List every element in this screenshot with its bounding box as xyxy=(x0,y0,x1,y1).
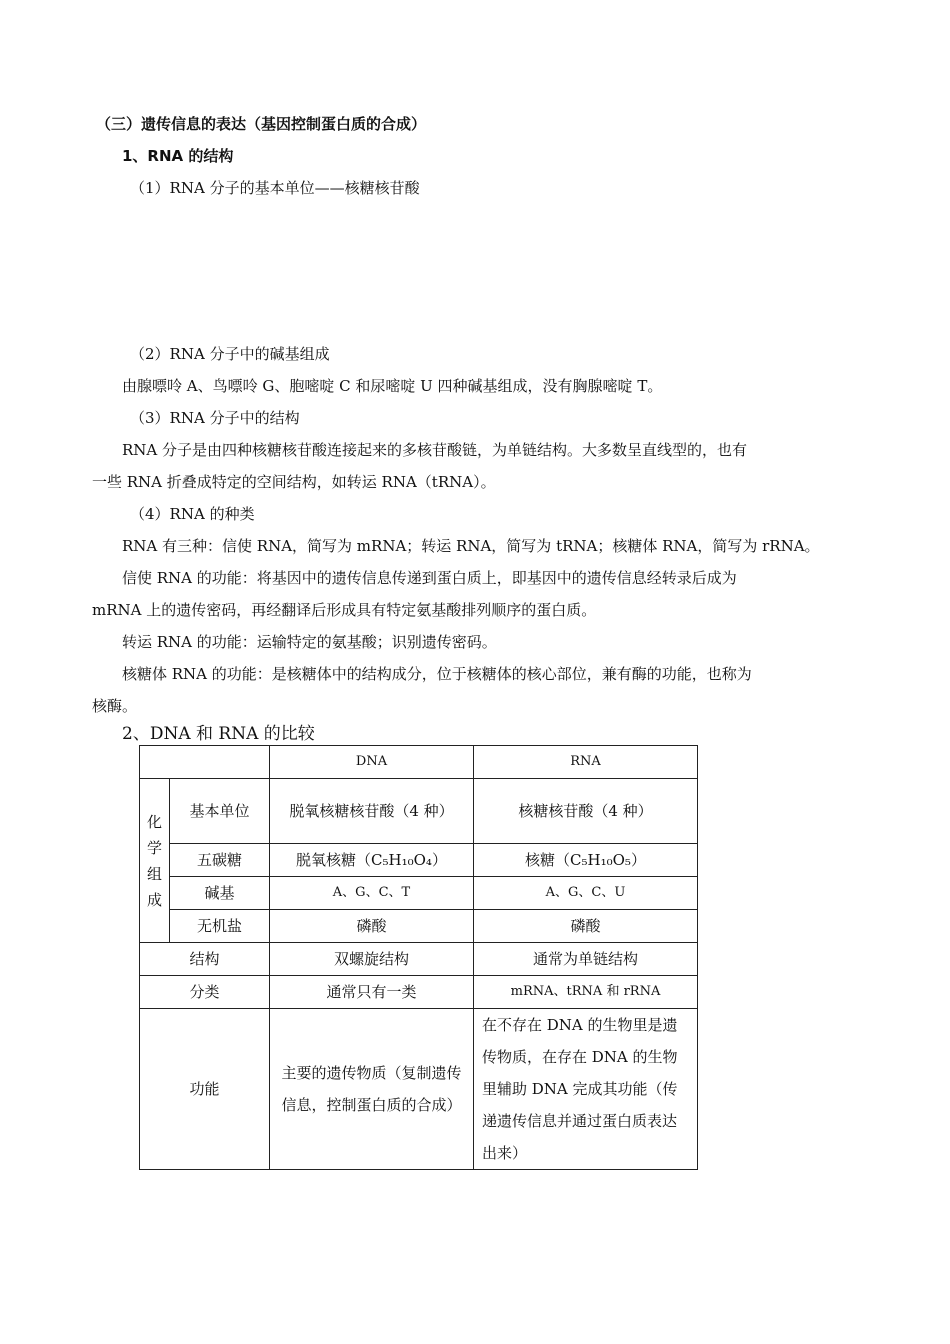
comparison-table xyxy=(139,745,698,1170)
cell-dna-inorganic-salt: 磷酸 xyxy=(270,910,474,943)
cell-dna-structure: 双螺旋结构 xyxy=(270,943,474,976)
subheading-basic-unit: （1）RNA 分子的基本单位——核糖核苷酸 xyxy=(130,179,420,197)
paragraph-structure-line2: 一些 RNA 折叠成特定的空间结构，如转运 RNA（tRNA）。 xyxy=(92,473,496,491)
table-header-row xyxy=(140,746,698,779)
row-label-basic-unit: 基本单位 xyxy=(170,779,270,844)
paragraph-trna: 转运 RNA 的功能：运输特定的氨基酸；识别遗传密码。 xyxy=(122,633,497,651)
table-row xyxy=(140,1009,698,1170)
cell-dna-function: 主要的遗传物质（复制遗传信息，控制蛋白质的合成） xyxy=(270,1009,474,1170)
paragraph-mrna-line1: 信使 RNA 的功能：将基因中的遗传信息传递到蛋白质上，即基因中的遗传信息经转录后成为 xyxy=(122,569,737,587)
header-rna: RNA xyxy=(474,746,698,779)
subheading-rna-types: （4）RNA 的种类 xyxy=(130,505,255,523)
cell-rna-inorganic-salt: 磷酸 xyxy=(474,910,698,943)
subheading-structure: （3）RNA 分子中的结构 xyxy=(130,409,300,427)
cell-rna-classification: mRNA、tRNA 和 rRNA xyxy=(474,976,698,1009)
paragraph-structure-line1: RNA 分子是由四种核糖核苷酸连接起来的多核苷酸链，为单链结构。大多数呈直线型的，也有 xyxy=(122,441,748,459)
row-label-structure: 结构 xyxy=(140,943,270,976)
heading-dna-rna-comparison: 2、DNA 和 RNA 的比较 xyxy=(122,724,315,744)
paragraph-rna-types: RNA 有三种：信使 RNA，简写为 mRNA；转运 RNA，简写为 tRNA；核糖体 RNA，简写为 rRNA。 xyxy=(122,537,820,555)
heading-rna-structure: 1、RNA 的结构 xyxy=(122,147,234,165)
row-label-function: 功能 xyxy=(140,1009,270,1170)
cell-rna-function: 在不存在 DNA 的生物里是遗传物质，在存在 DNA 的生物里辅助 DNA 完成其功能（传递遗传信息并通过蛋白质表达出来） xyxy=(474,1009,698,1170)
cell-rna-structure: 通常为单链结构 xyxy=(474,943,698,976)
table-corner-cell xyxy=(140,746,270,779)
cell-dna-basic-unit: 脱氧核糖核苷酸（4 种） xyxy=(270,779,474,844)
chemical-composition-label: 化 学 组 成 xyxy=(140,779,170,943)
cell-rna-base: A、G、C、U xyxy=(474,877,698,910)
cell-dna-classification: 通常只有一类 xyxy=(270,976,474,1009)
cell-dna-pentose: 脱氧核糖（C₅H₁₀O₄） xyxy=(270,844,474,877)
section-title: （三）遗传信息的表达（基因控制蛋白质的合成） xyxy=(96,115,427,133)
row-label-pentose: 五碳糖 xyxy=(170,844,270,877)
table-row xyxy=(140,844,698,877)
table-row xyxy=(140,779,698,844)
table-row xyxy=(140,910,698,943)
cell-dna-base: A、G、C、T xyxy=(270,877,474,910)
subheading-base-composition: （2）RNA 分子中的碱基组成 xyxy=(130,345,330,363)
table-row xyxy=(140,877,698,910)
cell-rna-pentose: 核糖（C₅H₁₀O₅） xyxy=(474,844,698,877)
paragraph-rrna-line1: 核糖体 RNA 的功能：是核糖体中的结构成分，位于核糖体的核心部位，兼有酶的功能，也称为 xyxy=(122,665,752,683)
paragraph-mrna-line2: mRNA 上的遗传密码，再经翻译后形成具有特定氨基酸排列顺序的蛋白质。 xyxy=(92,601,597,619)
row-label-classification: 分类 xyxy=(140,976,270,1009)
row-label-base: 碱基 xyxy=(170,877,270,910)
table-row xyxy=(140,943,698,976)
cell-rna-basic-unit: 核糖核苷酸（4 种） xyxy=(474,779,698,844)
header-dna: DNA xyxy=(270,746,474,779)
table-row xyxy=(140,976,698,1009)
paragraph-base-composition: 由腺嘌呤 A、鸟嘌呤 G、胞嘧啶 C 和尿嘧啶 U 四种碱基组成，没有胸腺嘧啶 T。 xyxy=(122,377,663,395)
paragraph-rrna-line2: 核酶。 xyxy=(92,697,138,715)
row-label-inorganic-salt: 无机盐 xyxy=(170,910,270,943)
